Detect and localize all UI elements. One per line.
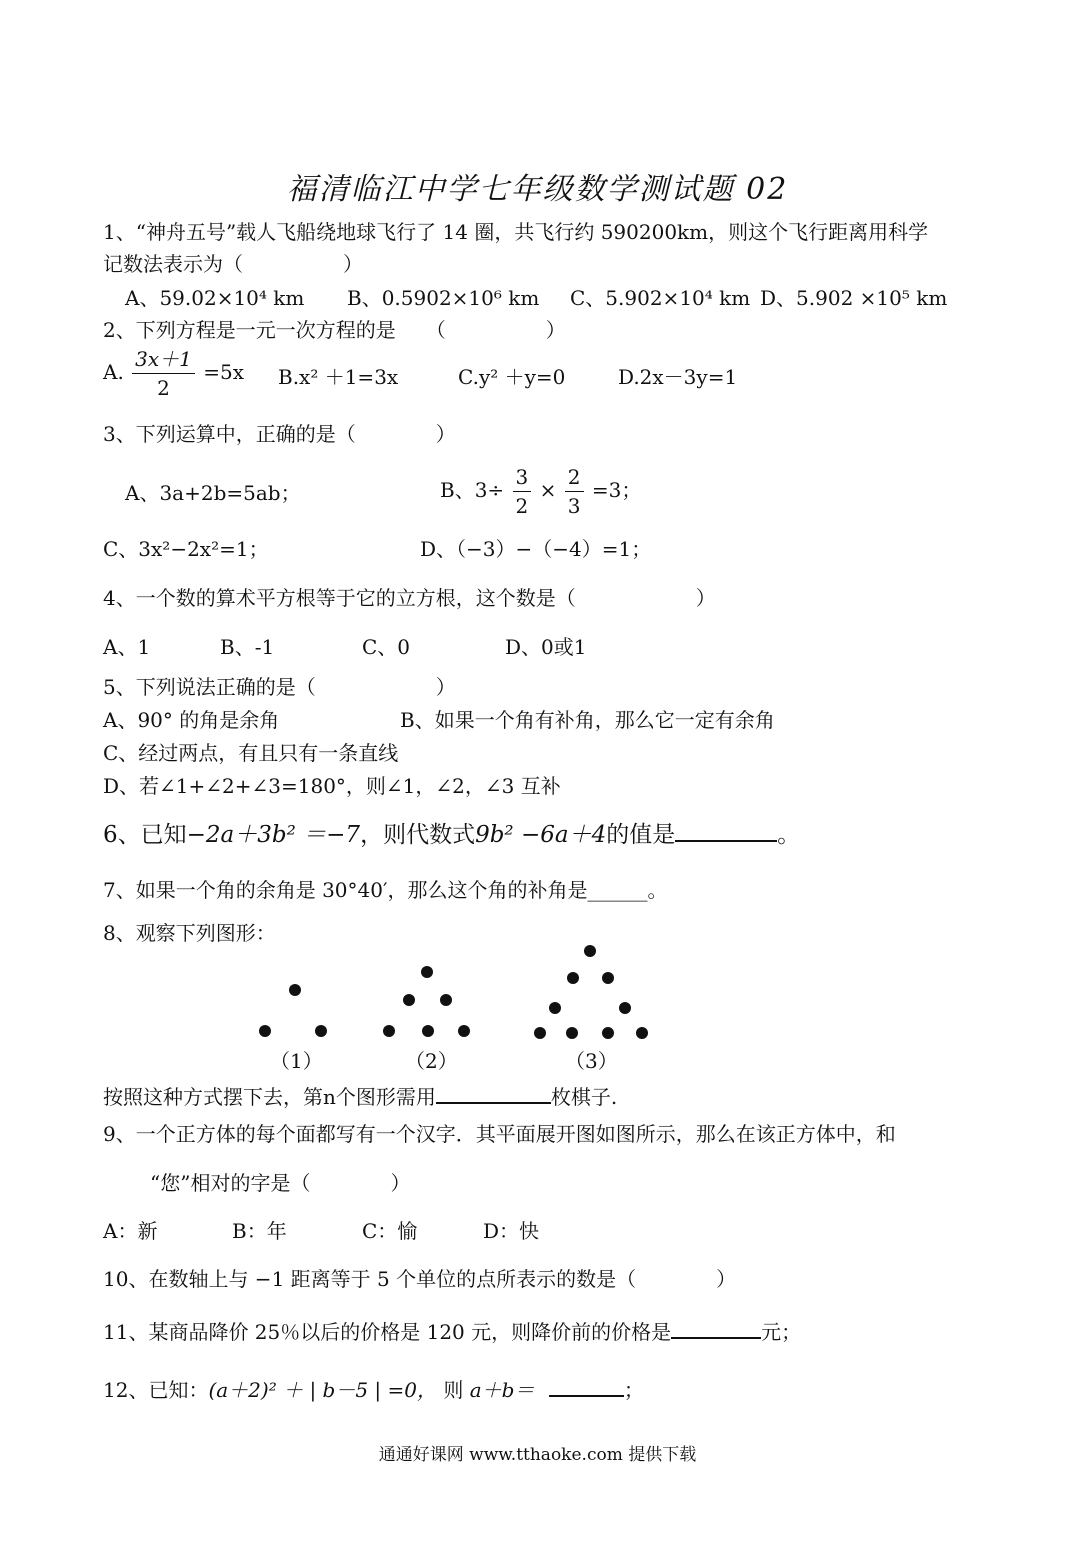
q8-dot [566, 1027, 578, 1039]
q8-tail-suffix: 枚棋子. [550, 1085, 618, 1109]
q12-prefix: 12、已知： [103, 1378, 209, 1402]
q1-stem-line1: 1、“神舟五号”载人飞船绕地球飞行了 14 圈，共飞行约 590200km，则这个飞行距离用科学 [103, 220, 929, 244]
q12-expression-2: a＋b＝ [469, 1378, 535, 1402]
q3-b-times: × [539, 478, 557, 502]
q8-dot [259, 1025, 271, 1037]
q6-end: 。 [777, 822, 801, 848]
q3-option-c: C、3x²−2x²=1； [103, 537, 269, 561]
q1-option-a: A、59.02×10⁴ km [125, 286, 305, 310]
q6-suffix: 的值是 [606, 822, 676, 848]
q2-option-b: B.x² ＋1=3x [278, 365, 399, 389]
q12-mid: 则 [443, 1378, 464, 1402]
q12-expression: (a＋2)² ＋ | b－5 | =0， [208, 1378, 437, 1402]
q8-figure-label-1: （1） [270, 1049, 323, 1073]
q9-option-c: C：愉 [362, 1219, 418, 1243]
q11-suffix: 元； [761, 1320, 802, 1344]
q8-dot [567, 972, 579, 984]
q12-line [103, 1375, 644, 1403]
q6-prefix: 6、已知 [103, 822, 187, 848]
q4-stem: 4、一个数的算术平方根等于它的立方根，这个数是（ ） [103, 586, 716, 610]
q8-dot [602, 972, 614, 984]
q1-option-b: B、0.5902×10⁶ km [347, 286, 540, 310]
q8-dot [534, 1027, 546, 1039]
q8-dot [421, 966, 433, 978]
q5-option-a: A、90° 的角是余角 [103, 708, 280, 732]
q8-dot [458, 1025, 470, 1037]
page-title: 福清临江中学七年级数学测试题 02 [286, 172, 789, 207]
q8-dot [289, 984, 301, 996]
q1-option-c: C、5.902×10⁴ km [570, 286, 751, 310]
q8-stem: 8、观察下列图形： [103, 921, 276, 945]
q11-answer-blank [671, 1317, 761, 1339]
q6-mid: ，则代数式 [360, 822, 476, 848]
q4-option-a: A、1 [103, 635, 151, 659]
q10-text: 10、在数轴上与 −1 距离等于 5 个单位的点所表示的数是（ ） [103, 1267, 737, 1291]
q8-dot [440, 994, 452, 1006]
q1-stem-line2: 记数法表示为（ ） [103, 252, 363, 276]
q4-option-c: C、0 [362, 635, 411, 659]
q2-option-d: D.2x－3y=1 [618, 365, 738, 389]
q8-dot [549, 1002, 561, 1014]
q5-option-b: B、如果一个角有补角，那么它一定有余角 [400, 708, 775, 732]
q3-option-d: D、（−3）−（−4）=1； [420, 537, 652, 561]
q9-option-a: A：新 [103, 1219, 158, 1243]
q11-line [103, 1317, 801, 1345]
q8-dot [422, 1025, 434, 1037]
q6-expression-2: 9b² −6a＋4 [475, 822, 607, 848]
q2-a-numerator: 3x＋1 [132, 345, 195, 374]
q8-dot [619, 1002, 631, 1014]
q2-a-denominator: 2 [157, 376, 170, 400]
q8-figure-label-3: （3） [565, 1049, 618, 1073]
q3-option-a: A、3a+2b=5ab； [125, 481, 301, 505]
q5-option-d: D、若∠1+∠2+∠3=180°，则∠1，∠2，∠3 互补 [103, 774, 561, 798]
q4-option-b: B、-1 [220, 635, 275, 659]
q8-tail-prefix: 按照这种方式摆下去，第n个图形需用 [103, 1085, 436, 1109]
q4-option-d: D、0或1 [505, 635, 587, 659]
q3-b-suffix: =3； [591, 478, 642, 502]
q8-dot [403, 994, 415, 1006]
q2-a-prefix: A. [103, 360, 124, 384]
q8-tail [103, 1082, 617, 1110]
q5-option-c: C、经过两点，有且只有一条直线 [103, 741, 399, 765]
q5-stem: 5、下列说法正确的是（ ） [103, 675, 456, 699]
q3-b-f1-numerator: 3 [513, 463, 532, 492]
q9-option-d: D：快 [483, 1219, 540, 1243]
q9-stem-line1: 9、一个正方体的每个面都写有一个汉字．其平面展开图如图所示，那么在该正方体中，和 [103, 1122, 896, 1146]
q3-stem: 3、下列运算中，正确的是（ ） [103, 422, 456, 446]
q6-expression-1: −2a＋3b² ＝−7 [186, 822, 361, 848]
q1-option-d: D、5.902 ×10⁵ km [760, 286, 948, 310]
q8-figure-label-2: （2） [405, 1049, 458, 1073]
footer-credit: 通通好课网 www.tthaoke.com 提供下载 [378, 1445, 697, 1465]
q8-dot [584, 945, 596, 957]
q7-text: 7、如果一个角的余角是 30°40′，那么这个角的补角是______。 [103, 878, 668, 902]
q8-dot [636, 1027, 648, 1039]
q12-answer-blank [549, 1375, 624, 1397]
q3-b-prefix: B、3÷ [440, 478, 505, 502]
q9-option-b: B：年 [232, 1219, 287, 1243]
q9-stem-line2: “您”相对的字是（ ） [150, 1171, 411, 1195]
q8-dot [602, 1027, 614, 1039]
q2-stem: 2、下列方程是一元一次方程的是 （ ） [103, 318, 566, 342]
q8-answer-blank [436, 1082, 551, 1104]
q2-option-c: C.y² ＋y=0 [458, 365, 566, 389]
q8-dot [315, 1025, 327, 1037]
q3-b-f2-numerator: 2 [565, 463, 584, 492]
q2-a-suffix: =5x [203, 360, 245, 384]
q3-b-f1-denominator: 2 [515, 494, 529, 518]
q8-dot [383, 1025, 395, 1037]
q3-b-f2-denominator: 3 [567, 494, 581, 518]
q11-prefix: 11、某商品降价 25％以后的价格是 120 元，则降价前的价格是 [103, 1320, 672, 1344]
q12-end: ； [623, 1378, 644, 1402]
